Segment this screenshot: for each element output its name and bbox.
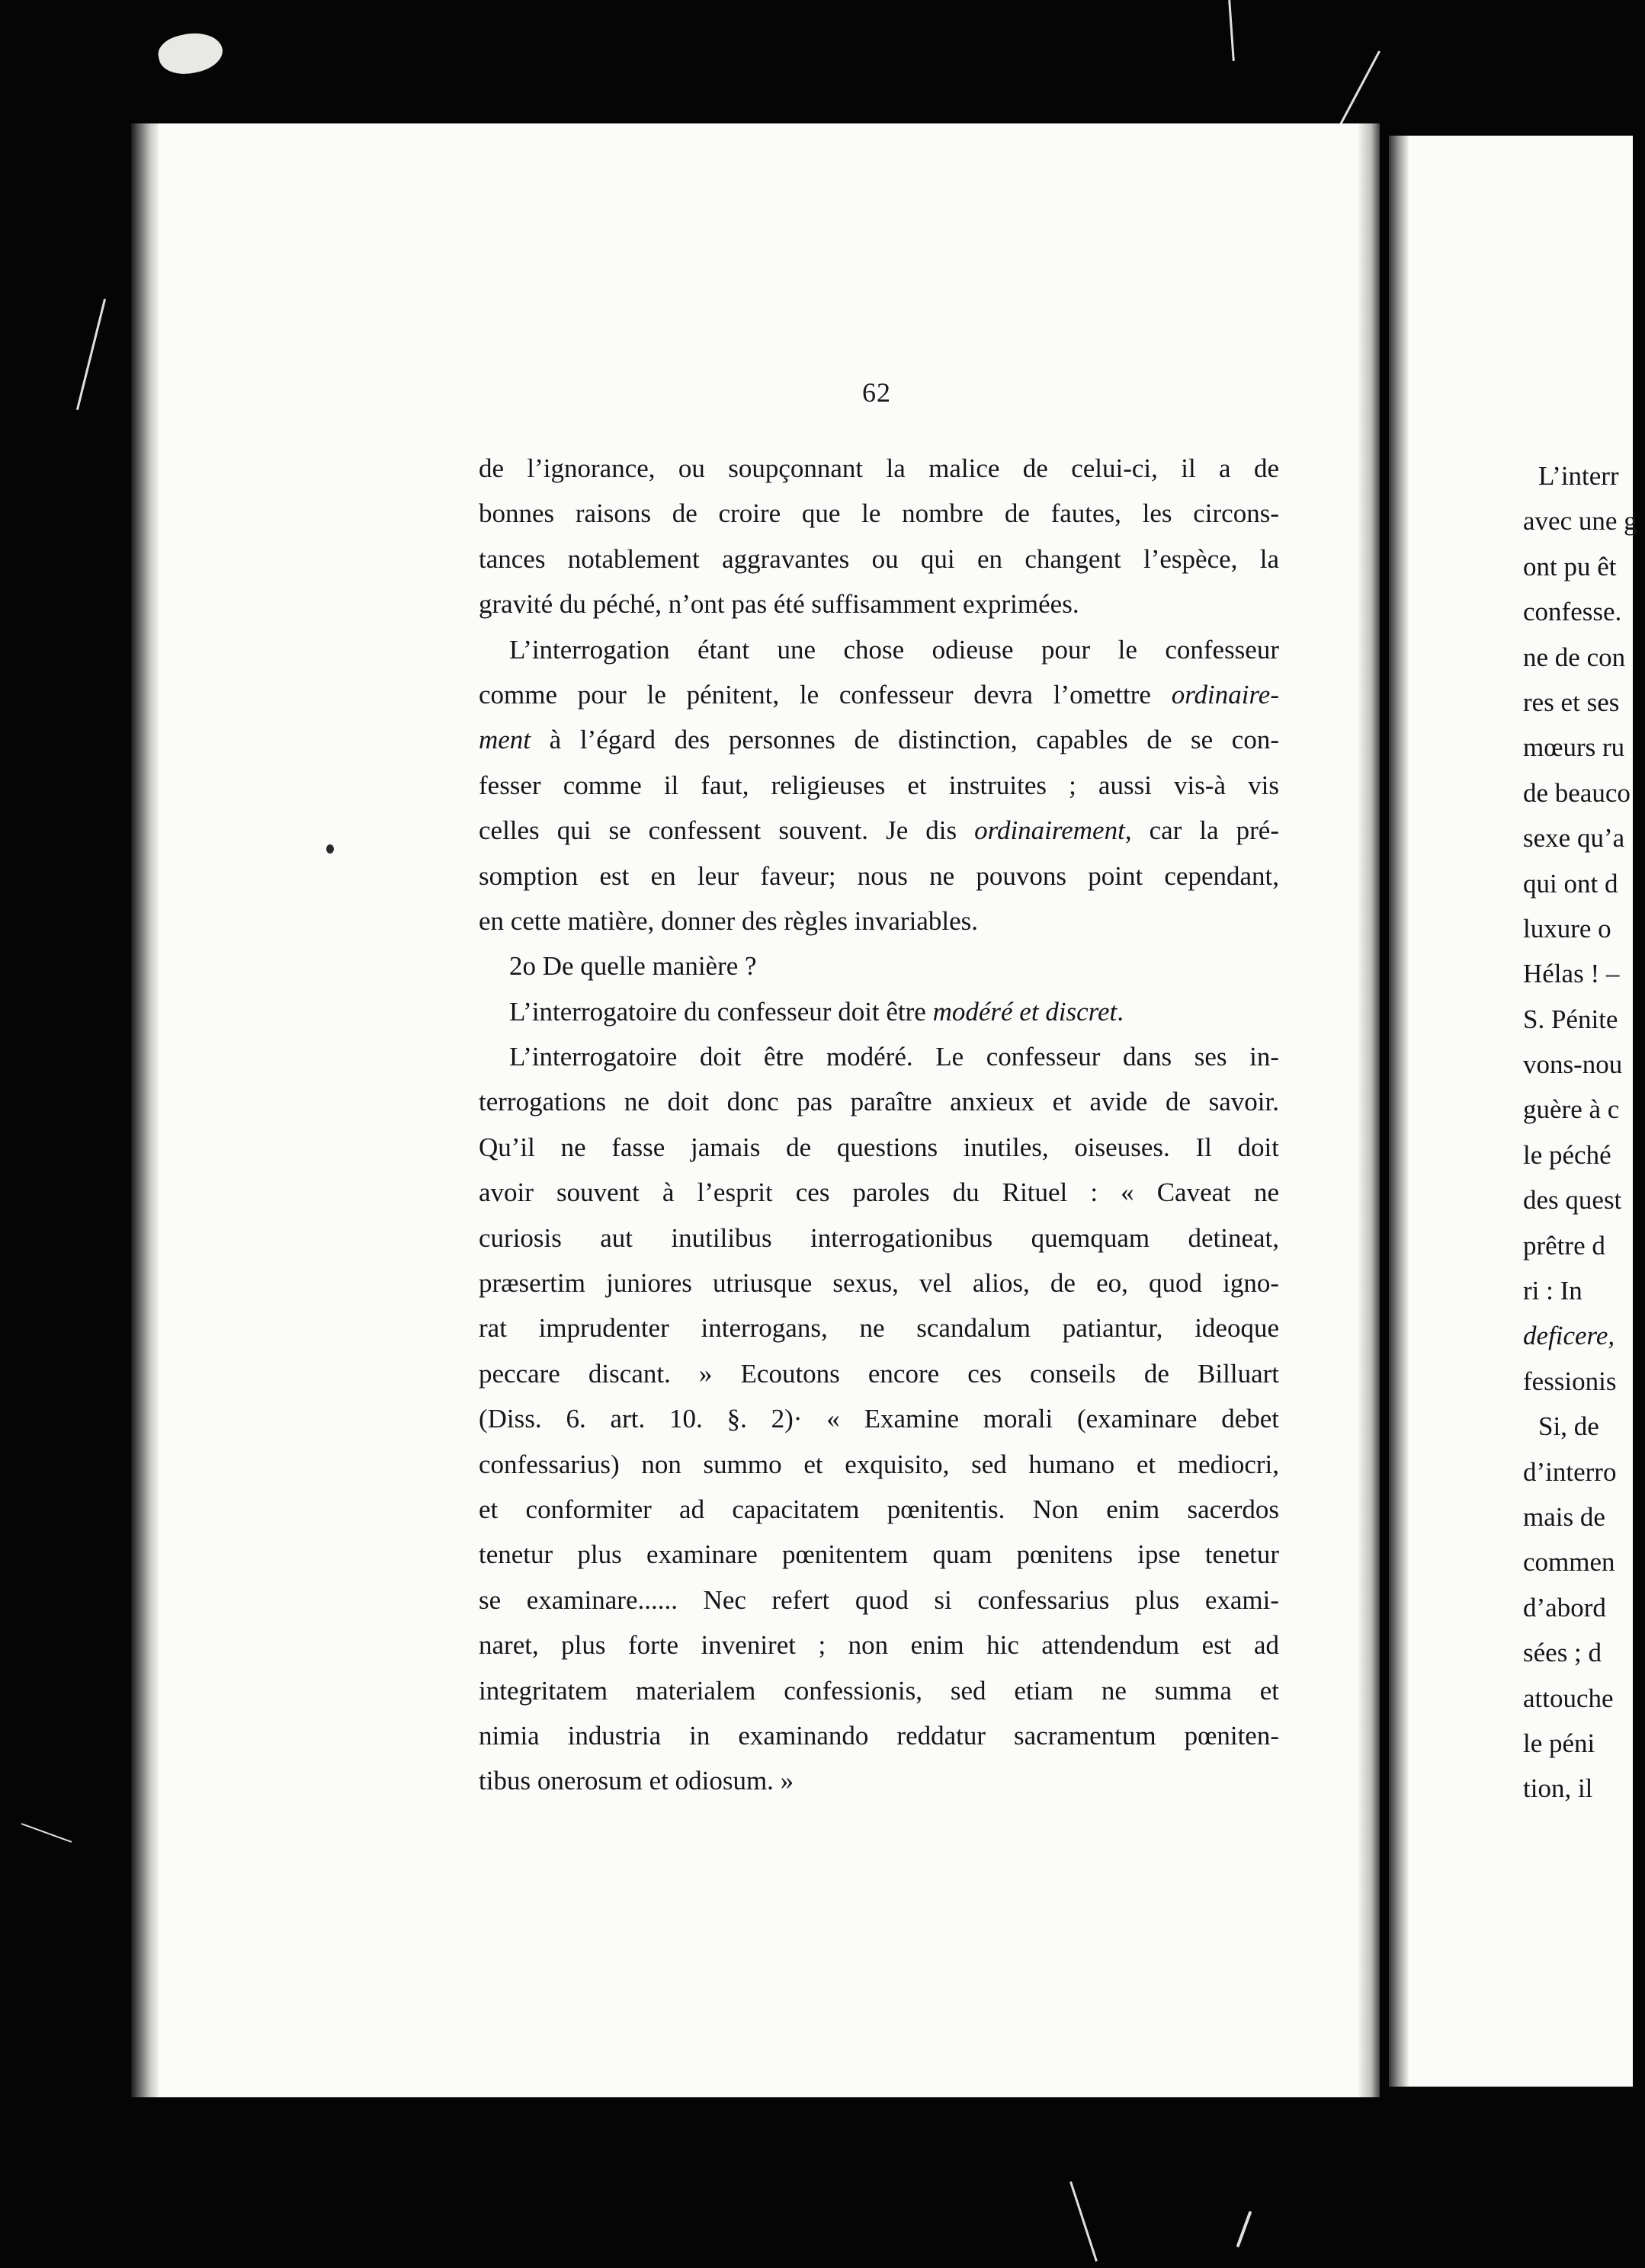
text-run: (Diss. 6. art. 10. §. 2)· « Examine morali (examinare debet bbox=[479, 1404, 1279, 1434]
text-run: peccare discant. » Ecoutons encore ces conseils de Billuart bbox=[479, 1358, 1279, 1389]
text-run: ri : In bbox=[1523, 1276, 1582, 1306]
fiber-streak-top bbox=[1228, 0, 1235, 61]
text-line bbox=[1523, 1359, 1645, 1404]
text-line bbox=[479, 1034, 1279, 1079]
text-run: le péni bbox=[1523, 1728, 1595, 1758]
text-line bbox=[479, 672, 1279, 717]
text-line bbox=[479, 1758, 1279, 1803]
text-run: qui ont d bbox=[1523, 868, 1618, 899]
text-line bbox=[479, 581, 1279, 626]
text-run: L’interrogatoire doit être modéré. Le confesseur dans ses in- bbox=[509, 1042, 1279, 1072]
text-run: et conformiter ad capacitatem pœnitentis. Non enim sacerdos bbox=[479, 1494, 1279, 1524]
text-line bbox=[1523, 1313, 1645, 1358]
text-run: guère à c bbox=[1523, 1094, 1620, 1125]
text-run: le péché bbox=[1523, 1139, 1611, 1170]
left-page-fold-shadow bbox=[1358, 123, 1380, 2097]
text-line bbox=[479, 1442, 1279, 1487]
text-line bbox=[479, 763, 1279, 808]
text-run: ont pu êt bbox=[1523, 551, 1617, 581]
left-page-gutter-shadow bbox=[131, 123, 159, 2097]
text-run: præsertim juniores utriusque sexus, vel alios, de eo, quod igno- bbox=[479, 1268, 1279, 1299]
text-run: integritatem materialem confessionis, sed etiam ne summa et bbox=[479, 1675, 1279, 1706]
text-line bbox=[1523, 1676, 1645, 1721]
text-run: de beauco bbox=[1523, 777, 1631, 808]
text-run: . bbox=[1117, 996, 1124, 1027]
text-run: gravité du péché, n’ont pas été suffisamment exprimées. bbox=[479, 589, 1079, 620]
text-line bbox=[1523, 1721, 1645, 1766]
italic-run: modéré et discret bbox=[932, 996, 1118, 1027]
text-run: confesse. bbox=[1523, 597, 1622, 627]
text-line bbox=[1523, 1630, 1645, 1675]
text-line bbox=[1523, 861, 1645, 906]
text-line bbox=[1523, 1042, 1645, 1087]
text-line bbox=[479, 1668, 1279, 1713]
text-run: nimia industria in examinando reddatur sacramentum pœniten- bbox=[479, 1720, 1279, 1751]
text-line bbox=[479, 1623, 1279, 1667]
next-page-text bbox=[1523, 453, 1645, 1812]
text-line bbox=[1523, 1404, 1645, 1449]
text-run: à l’égard des personnes de distinction, capables de se con- bbox=[531, 725, 1279, 755]
text-line bbox=[1523, 1766, 1645, 1811]
text-run: sées ; d bbox=[1523, 1638, 1602, 1668]
text-line bbox=[1523, 1268, 1645, 1313]
text-run: , car la pré- bbox=[1124, 815, 1279, 846]
italic-run: ordinaire- bbox=[1171, 679, 1279, 710]
text-run: res et ses bbox=[1523, 687, 1620, 717]
text-line bbox=[1523, 997, 1645, 1042]
text-run: de l’ignorance, ou soupçonnant la malice de celui-ci, il a de bbox=[479, 453, 1279, 483]
italic-run: deficere, bbox=[1523, 1321, 1615, 1351]
fiber-streak-bottom-left bbox=[21, 1823, 72, 1843]
text-run: curiosis aut inutilibus interrogationibus quemquam detineat, bbox=[479, 1222, 1279, 1253]
text-line bbox=[1523, 815, 1645, 860]
text-run: L’interr bbox=[1538, 461, 1619, 491]
text-line bbox=[479, 943, 1279, 988]
text-line bbox=[479, 1532, 1279, 1577]
text-line bbox=[479, 1351, 1279, 1396]
text-run: sexe qu’a bbox=[1523, 823, 1625, 854]
fiber-streak-left bbox=[76, 299, 106, 410]
text-line bbox=[1523, 1450, 1645, 1494]
text-run: terrogations ne doit donc pas paraître anxieux et avide de savoir. bbox=[479, 1087, 1279, 1117]
text-run: somption est en leur faveur; nous ne pouvons point cependant, bbox=[479, 860, 1279, 891]
text-line bbox=[479, 1261, 1279, 1305]
text-line bbox=[479, 1396, 1279, 1441]
text-line bbox=[1523, 725, 1645, 770]
text-run: L’interrogation étant une chose odieuse pour le confesseur bbox=[509, 634, 1279, 665]
text-line bbox=[479, 1487, 1279, 1532]
text-line bbox=[1523, 1494, 1645, 1539]
text-run: comme pour le pénitent, le confesseur devra l’omettre bbox=[479, 679, 1172, 710]
text-run: se examinare...... Nec refert quod si confessarius plus exami- bbox=[479, 1584, 1279, 1615]
text-line bbox=[479, 1170, 1279, 1215]
ink-spot bbox=[326, 844, 334, 854]
right-page-gutter-shadow bbox=[1389, 136, 1409, 2087]
text-line bbox=[1523, 906, 1645, 951]
text-line bbox=[1523, 1132, 1645, 1177]
text-run: avec une g bbox=[1523, 506, 1637, 537]
text-run: d’interro bbox=[1523, 1456, 1617, 1487]
text-line bbox=[1523, 680, 1645, 725]
text-line bbox=[1523, 498, 1645, 543]
text-run: tion, il bbox=[1523, 1773, 1593, 1804]
text-line bbox=[479, 1125, 1279, 1170]
paper-fragment-top-left bbox=[156, 27, 226, 79]
text-run: ne de con bbox=[1523, 642, 1626, 672]
text-line bbox=[1523, 1539, 1645, 1584]
text-line bbox=[1523, 1177, 1645, 1222]
text-run: avoir souvent à l’esprit ces paroles du Rituel : « Caveat ne bbox=[479, 1177, 1279, 1208]
text-run: attouche bbox=[1523, 1683, 1614, 1713]
text-run: naret, plus forte inveniret ; non enim hic attendendum est ad bbox=[479, 1630, 1279, 1661]
text-line bbox=[479, 446, 1279, 491]
text-line bbox=[479, 717, 1279, 762]
text-line bbox=[479, 627, 1279, 672]
text-line bbox=[1523, 1223, 1645, 1268]
page-number: 62 bbox=[862, 377, 891, 408]
text-run: tenetur plus examinare pœnitentem quam pœnitens ipse tenetur bbox=[479, 1539, 1279, 1570]
text-run: commen bbox=[1523, 1547, 1615, 1578]
text-run: vons-nou bbox=[1523, 1049, 1623, 1080]
text-run: S. Pénite bbox=[1523, 1004, 1618, 1034]
page-body-text bbox=[479, 446, 1279, 1804]
italic-run: ment bbox=[479, 725, 531, 755]
text-run: Si, de bbox=[1538, 1411, 1599, 1442]
text-run: fesser comme il faut, religieuses et instruites ; aussi vis-à vis bbox=[479, 770, 1279, 800]
text-line bbox=[1523, 770, 1645, 815]
text-run: celles qui se confessent souvent. Je dis bbox=[479, 815, 975, 846]
text-line bbox=[479, 1578, 1279, 1623]
text-run: prêtre d bbox=[1523, 1230, 1605, 1261]
text-run: tances notablement aggravantes ou qui en changent l’espèce, la bbox=[479, 543, 1279, 574]
text-line bbox=[1523, 1087, 1645, 1132]
text-run: Hélas ! – bbox=[1523, 959, 1620, 989]
text-line bbox=[479, 808, 1279, 853]
text-line bbox=[1523, 1585, 1645, 1630]
text-line bbox=[479, 1713, 1279, 1758]
text-line bbox=[479, 1079, 1279, 1124]
text-line bbox=[1523, 453, 1645, 498]
text-run: bonnes raisons de croire que le nombre de fautes, les circons- bbox=[479, 498, 1279, 529]
fiber-streak-top-right bbox=[1336, 50, 1380, 132]
text-line bbox=[1523, 544, 1645, 589]
text-run: rat imprudenter interrogans, ne scandalum patiantur, ideoque bbox=[479, 1313, 1279, 1344]
text-run: L’interrogatoire du confesseur doit être bbox=[509, 996, 933, 1027]
text-line bbox=[479, 537, 1279, 581]
text-line bbox=[479, 854, 1279, 899]
text-line bbox=[479, 899, 1279, 943]
text-line bbox=[1523, 951, 1645, 996]
text-run: 2o De quelle manière ? bbox=[509, 951, 757, 982]
fiber-streak-bottom bbox=[1069, 2181, 1098, 2262]
italic-run: ordinairement bbox=[974, 815, 1125, 846]
text-line bbox=[1523, 635, 1645, 680]
text-run: d’abord bbox=[1523, 1592, 1606, 1623]
text-run: fessionis bbox=[1523, 1366, 1617, 1396]
text-line bbox=[479, 491, 1279, 536]
text-run: Qu’il ne fasse jamais de questions inutiles, oiseuses. Il doit bbox=[479, 1132, 1279, 1162]
text-run: des quest bbox=[1523, 1185, 1622, 1216]
text-line bbox=[1523, 589, 1645, 634]
fiber-streak-bottom-right bbox=[1236, 2211, 1252, 2247]
text-line bbox=[479, 1305, 1279, 1350]
text-run: tibus onerosum et odiosum. » bbox=[479, 1766, 794, 1796]
text-run: confessarius) non summo et exquisito, sed humano et mediocri, bbox=[479, 1449, 1279, 1479]
text-run: mais de bbox=[1523, 1501, 1605, 1532]
text-line bbox=[479, 1216, 1279, 1261]
text-run: en cette matière, donner des règles invariables. bbox=[479, 905, 978, 936]
text-run: mœurs ru bbox=[1523, 732, 1625, 763]
text-run: luxure o bbox=[1523, 913, 1611, 943]
text-line bbox=[479, 989, 1279, 1034]
